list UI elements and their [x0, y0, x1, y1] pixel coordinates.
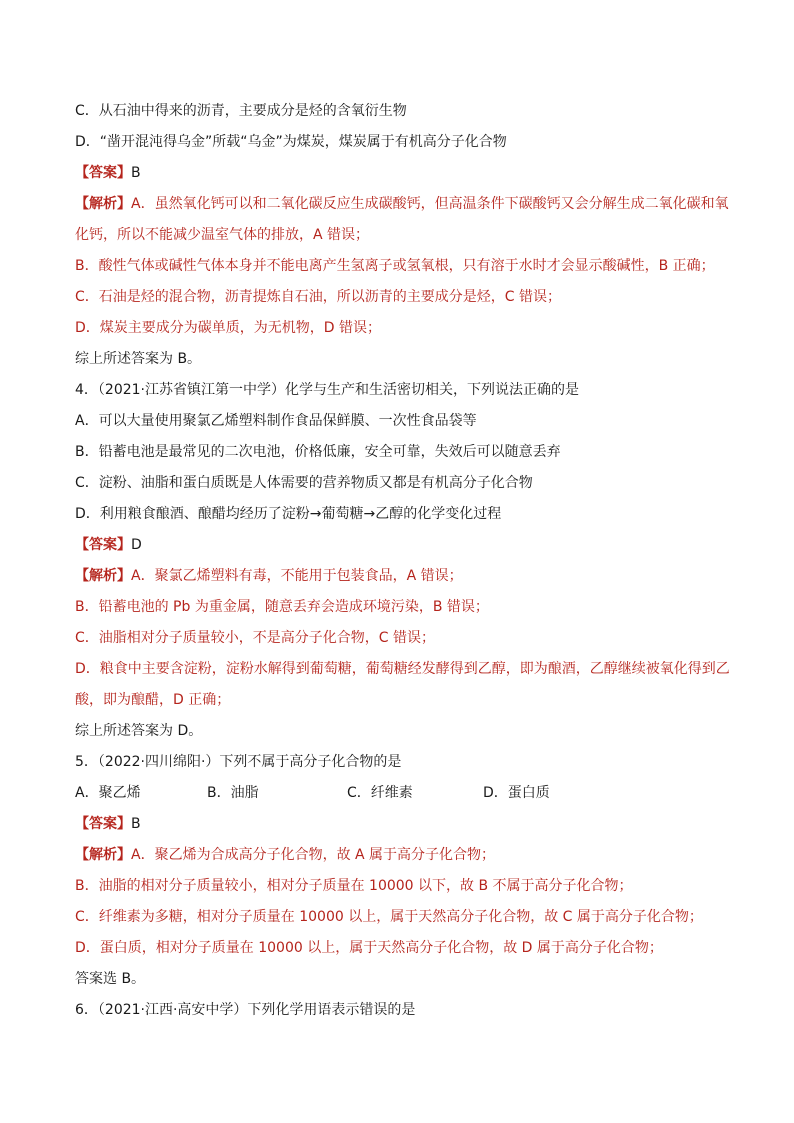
q4-analysis-d-line-2: 酸，即为酿醋，D 正确； — [75, 692, 231, 708]
q4-option-d: D．利用粮食酿酒、酿醋均经历了淀粉→葡萄糖→乙醇的化学变化过程 — [75, 506, 502, 522]
q4-analysis-a — [75, 565, 735, 587]
analysis-text: A．虽然氧化钙可以和二氧化碳反应生成碳酸钙，但高温条件下碳酸钙又会分解生成二氧化碳和氧 — [131, 196, 729, 212]
q4-option-a: A．可以大量使用聚氯乙烯塑料制作食品保鲜膜、一次性食品袋等 — [75, 413, 477, 429]
answer-tag: 【答案】 — [75, 816, 131, 832]
answer-value: D — [131, 537, 142, 553]
q3-analysis-line-2: 化钙，所以不能减少温室气体的排放，A 错误； — [75, 227, 370, 243]
q4-stem: 4．（2021·江苏省镇江第一中学）化学与生产和生活密切相关，下列说法正确的是 — [75, 382, 579, 398]
q5-answer-line — [75, 813, 735, 835]
q4-analysis-b: B．铅蓄电池的 Pb 为重金属，随意丢弃会造成环境污染，B 错误； — [75, 599, 489, 615]
q4-summary: 综上所述答案为 D。 — [75, 723, 203, 739]
q3-option-c: C．从石油中得来的沥青，主要成分是烃的含氧衍生物 — [75, 103, 407, 119]
q3-analysis-d: D．煤炭主要成分为碳单质，为无机物，D 错误； — [75, 320, 382, 336]
answer-value: B — [131, 165, 141, 181]
q5-analysis-c: C．纤维素为多糖，相对分子质量在 10000 以上，属于天然高分子化合物，故 C 属于高分子化合物； — [75, 909, 703, 925]
q5-option-b: B．油脂 — [207, 785, 259, 801]
q3-answer-line — [75, 162, 735, 184]
analysis-text: A．聚氯乙烯塑料有毒，不能用于包装食品，A 错误； — [131, 568, 463, 584]
q5-option-d: D．蛋白质 — [483, 785, 550, 801]
q4-option-c: C．淀粉、油脂和蛋白质既是人体需要的营养物质又都是有机高分子化合物 — [75, 475, 533, 491]
q4-option-b: B．铅蓄电池是最常见的二次电池，价格低廉，安全可靠，失效后可以随意丢弃 — [75, 444, 561, 460]
q4-analysis-c: C．油脂相对分子质量较小，不是高分子化合物，C 错误； — [75, 630, 435, 646]
q4-analysis-d-line-1: D．粮食中主要含淀粉，淀粉水解得到葡萄糖，葡萄糖经发酵得到乙醇，即为酿酒，乙醇继续被氧化得到乙 — [75, 661, 730, 677]
q3-analysis-c: C．石油是烃的混合物，沥青提炼自石油，所以沥青的主要成分是烃，C 错误； — [75, 289, 561, 305]
q3-analysis-line-1 — [75, 193, 735, 215]
q3-analysis-b: B．酸性气体或碱性气体本身并不能电离产生氢离子或氢氧根，只有溶于水时才会显示酸碱性，B 正确； — [75, 258, 715, 274]
analysis-text: A．聚乙烯为合成高分子化合物，故 A 属于高分子化合物； — [131, 847, 496, 863]
answer-value: B — [131, 816, 141, 832]
q5-analysis-b: B．油脂的相对分子质量较小，相对分子质量在 10000 以下，故 B 不属于高分子化合物； — [75, 878, 633, 894]
q3-option-d: D．“凿开混沌得乌金”所载“乌金”为煤炭，煤炭属于有机高分子化合物 — [75, 134, 507, 150]
q5-option-a: A．聚乙烯 — [75, 785, 141, 801]
q5-summary: 答案选 B。 — [75, 971, 146, 987]
q5-analysis-a — [75, 844, 735, 866]
answer-tag: 【答案】 — [75, 165, 131, 181]
q4-answer-line — [75, 534, 735, 556]
analysis-tag: 【解析】 — [75, 568, 131, 584]
analysis-tag: 【解析】 — [75, 847, 131, 863]
q3-summary: 综上所述答案为 B。 — [75, 351, 202, 367]
analysis-tag: 【解析】 — [75, 196, 131, 212]
q5-option-c: C．纤维素 — [347, 785, 413, 801]
q5-options — [75, 782, 735, 804]
q6-stem: 6．（2021·江西·高安中学）下列化学用语表示错误的是 — [75, 1002, 416, 1018]
q5-stem: 5．（2022·四川绵阳·）下列不属于高分子化合物的是 — [75, 754, 402, 770]
q5-analysis-d: D．蛋白质，相对分子质量在 10000 以上，属于天然高分子化合物，故 D 属于高分子化合物； — [75, 940, 663, 956]
answer-tag: 【答案】 — [75, 537, 131, 553]
